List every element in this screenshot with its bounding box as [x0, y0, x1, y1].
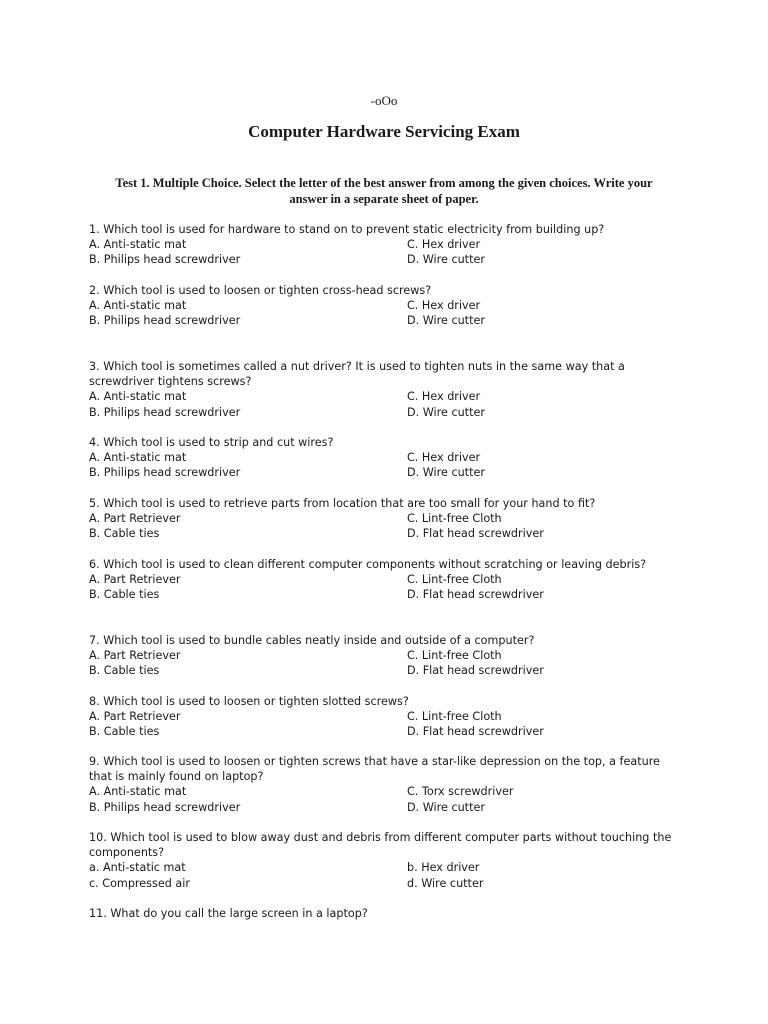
- choice-d: D. Wire cutter: [407, 253, 485, 267]
- question-4: [89, 435, 679, 481]
- answer-choices: [89, 298, 679, 328]
- choice-b: B. Philips head screwdriver: [89, 466, 241, 480]
- choice-a: A. Part Retriever: [89, 710, 181, 724]
- question-text: 8. Which tool is used to loosen or tighten slotted screws?: [89, 695, 409, 708]
- answer-choices: [89, 709, 679, 739]
- answer-choices: [89, 511, 679, 541]
- choice-b: B. Philips head screwdriver: [89, 800, 241, 814]
- question-text: 10. Which tool is used to blow away dust and debris from different computer parts without touching the components?: [89, 831, 672, 860]
- choice-a: A. Anti-static mat: [89, 451, 187, 465]
- answer-choices: [89, 389, 679, 419]
- question-3: [89, 359, 679, 420]
- question-text: 11. What do you call the large screen in a laptop?: [89, 907, 368, 920]
- question-9: [89, 754, 679, 815]
- choice-b: b. Hex driver: [407, 861, 480, 875]
- choice-a: A. Part Retriever: [89, 512, 181, 526]
- choice-a: A. Anti-static mat: [89, 238, 187, 252]
- choice-b: B. Philips head screwdriver: [89, 314, 241, 328]
- choice-a: A. Anti-static mat: [89, 390, 187, 404]
- question-text: 4. Which tool is used to strip and cut wires?: [89, 436, 334, 449]
- choice-d: D. Wire cutter: [407, 314, 485, 328]
- answer-choices: [89, 450, 679, 480]
- choice-c: C. Torx screwdriver: [407, 785, 514, 799]
- choice-b: B. Philips head screwdriver: [89, 253, 241, 267]
- choice-a: A. Anti-static mat: [89, 299, 187, 313]
- header-ornament: -oOo: [370, 93, 398, 108]
- choice-c: C. Lint-free Cloth: [407, 649, 502, 663]
- question-text: 6. Which tool is used to clean different computer components without scratching or leaving debris?: [89, 558, 647, 571]
- choice-c: C. Hex driver: [407, 238, 481, 252]
- choice-a: A. Anti-static mat: [89, 785, 187, 799]
- choice-d: D. Flat head screwdriver: [407, 527, 544, 541]
- choice-c: C. Hex driver: [407, 390, 481, 404]
- question-5: [89, 496, 679, 542]
- answer-choices: [89, 860, 679, 890]
- question-2: [89, 283, 679, 329]
- choice-a: A. Part Retriever: [89, 649, 181, 663]
- choice-d: D. Wire cutter: [407, 405, 485, 419]
- choice-d: D. Flat head screwdriver: [407, 588, 544, 602]
- choice-c: C. Lint-free Cloth: [407, 573, 502, 587]
- test-instructions: Test 1. Multiple Choice. Select the letter of the best answer from among the given choices. Write your answer in a separate sheet of paper.: [115, 176, 653, 206]
- choice-c: C. Hex driver: [407, 299, 481, 313]
- question-10: [89, 830, 679, 891]
- choice-b: B. Cable ties: [89, 527, 160, 541]
- question-7: [89, 633, 679, 679]
- choice-d: d. Wire cutter: [407, 876, 484, 890]
- choice-a: A. Part Retriever: [89, 573, 181, 587]
- choice-b: B. Philips head screwdriver: [89, 405, 241, 419]
- choice-b: B. Cable ties: [89, 664, 160, 678]
- question-8: [89, 694, 679, 740]
- question-text: 1. Which tool is used for hardware to stand on to prevent static electricity from building up?: [89, 223, 605, 236]
- answer-choices: [89, 572, 679, 602]
- question-text: 2. Which tool is used to loosen or tighten cross-head screws?: [89, 284, 432, 297]
- answer-choices: [89, 648, 679, 678]
- question-1: [89, 222, 679, 268]
- question-text: 5. Which tool is used to retrieve parts from location that are too small for your hand to fit?: [89, 497, 596, 510]
- choice-c: C. Lint-free Cloth: [407, 710, 502, 724]
- question-text: 3. Which tool is sometimes called a nut driver? It is used to tighten nuts in the same way that a screwdriver tightens screws?: [89, 360, 625, 389]
- choice-b: B. Cable ties: [89, 588, 160, 602]
- choice-d: D. Flat head screwdriver: [407, 664, 544, 678]
- page-title: Computer Hardware Servicing Exam: [248, 122, 520, 141]
- choice-a: a. Anti-static mat: [89, 861, 186, 875]
- question-text: 7. Which tool is used to bundle cables neatly inside and outside of a computer?: [89, 634, 535, 647]
- question-text: 9. Which tool is used to loosen or tighten screws that have a star-like depression on the top, a feature that is mainly found on laptop?: [89, 755, 660, 784]
- choice-d: D. Wire cutter: [407, 466, 485, 480]
- question-11: [89, 906, 679, 921]
- question-6: [89, 557, 679, 603]
- answer-choices: [89, 784, 679, 814]
- choice-d: D. Flat head screwdriver: [407, 725, 544, 739]
- choice-c: C. Hex driver: [407, 451, 481, 465]
- choice-b: B. Cable ties: [89, 725, 160, 739]
- choice-c: c. Compressed air: [89, 876, 190, 890]
- choice-d: D. Wire cutter: [407, 800, 485, 814]
- answer-choices: [89, 237, 679, 267]
- choice-c: C. Lint-free Cloth: [407, 512, 502, 526]
